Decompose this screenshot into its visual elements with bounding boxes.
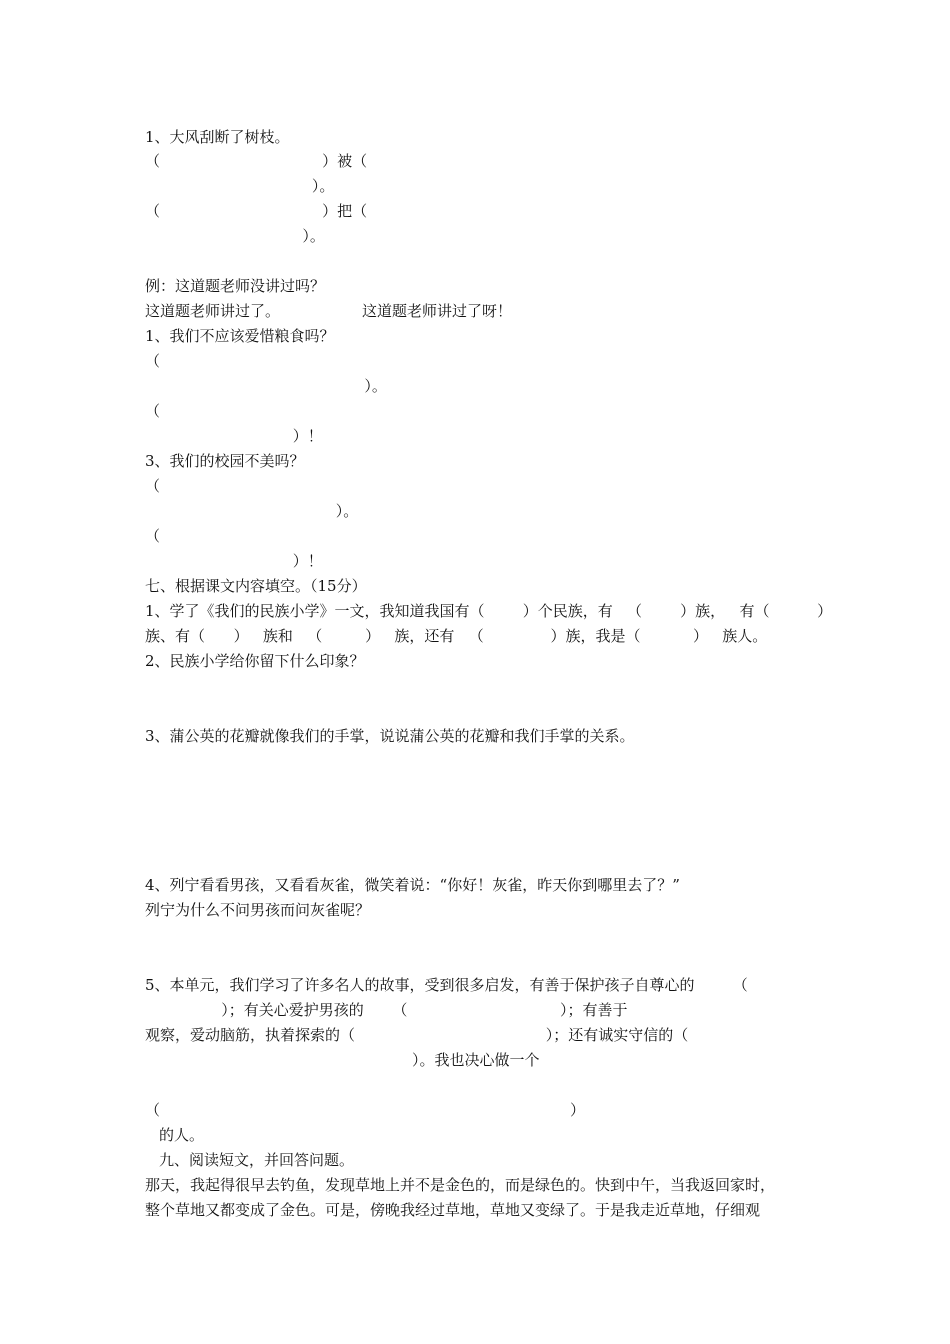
answer-line: （ <box>145 402 161 420</box>
fill-blank-line: ）。我也决心做一个 <box>145 1051 540 1069</box>
fill-blank-line: 观察，爱动脑筋，执着探索的（ ）；还有诚实守信的（ <box>145 1026 689 1044</box>
example-answer-1: 这道题老师讲过了。 <box>145 302 281 320</box>
question-prompt: 4、列宁看看男孩，又看看灰雀，微笑着说：“你好！灰雀，昨天你到哪里去了？” <box>145 876 680 894</box>
answer-line: ）！ <box>145 427 323 445</box>
fill-blank-line: 族、有（ ） 族和 （ ） 族，还有 （ ）族，我是（ ） 族人。 <box>145 627 768 645</box>
fill-blank-line: 1、学了《我们的民族小学》一文，我知道我国有（ ）个民族，有 （ ）族， 有（ ） <box>145 602 833 620</box>
question-prompt: 3、我们的校园不美吗？ <box>145 452 305 470</box>
answer-line: ）。 <box>145 177 335 195</box>
answer-line: （ <box>145 477 161 495</box>
example-question: 例：这道题老师没讲过吗？ <box>145 277 326 295</box>
example-answer-2: 这道题老师讲过了呀！ <box>362 302 513 320</box>
answer-line: （ <box>145 527 161 545</box>
fill-blank-line: 5、本单元，我们学习了许多名人的故事，受到很多启发，有善于保护孩子自尊心的 （ <box>145 976 748 994</box>
fill-blank-line: ）；有关心爱护男孩的 （ ）；有善于 <box>145 1001 628 1019</box>
answer-line: ）！ <box>145 552 323 570</box>
answer-line: ）。 <box>145 377 387 395</box>
question-prompt: 1、我们不应该爱惜粮食吗？ <box>145 327 335 345</box>
section-7-heading: 七、根据课文内容填空。（15分） <box>145 577 367 595</box>
fill-blank-line: 的人。 <box>159 1126 205 1144</box>
passage-line: 那天，我起得很早去钓鱼，发现草地上并不是金色的，而是绿色的。快到中午，当我返回家时， <box>145 1176 776 1194</box>
answer-line: （ ）被（ <box>145 152 368 170</box>
answer-line: （ ）把（ <box>145 202 368 220</box>
answer-line: ）。 <box>145 227 325 245</box>
passage-line: 整个草地又都变成了金色。可是，傍晚我经过草地，草地又变绿了。于是我走近草地，仔细观 <box>145 1201 761 1219</box>
question-prompt: 2、民族小学给你留下什么印象？ <box>145 652 365 670</box>
fill-blank-line: （ ） <box>145 1101 586 1119</box>
answer-line: （ <box>145 352 161 370</box>
question-1-prompt: 1、大风刮断了树枝。 <box>145 128 290 146</box>
answer-line: ）。 <box>145 502 359 520</box>
section-9-heading: 九、阅读短文，并回答问题。 <box>159 1151 355 1169</box>
question-prompt: 3、蒲公英的花瓣就像我们的手掌，说说蒲公英的花瓣和我们手掌的关系。 <box>145 727 635 745</box>
question-prompt: 列宁为什么不问男孩而问灰雀呢？ <box>145 901 371 919</box>
